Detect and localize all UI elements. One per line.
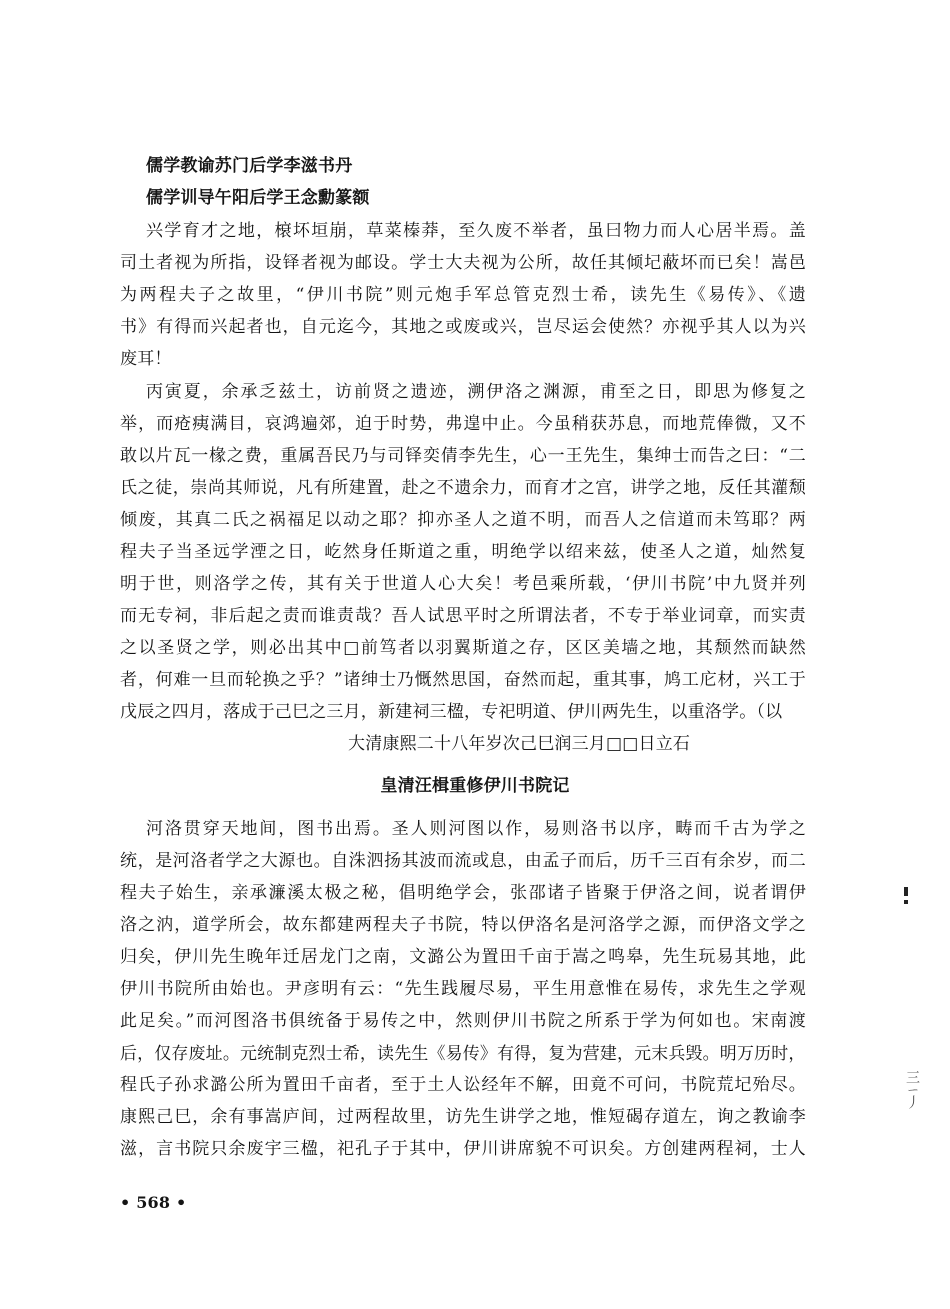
text-line: 丙寅夏，余承乏兹土，访前贤之遗迹，溯伊洛之渊源，甫至之日，即思为修复之	[146, 382, 808, 402]
text-line: 后，仅存废址。元统制克烈士希，读先生《易传》有得，复为营建，元末兵毁。明万历时，	[120, 1043, 806, 1063]
text-line: 倾废，其真二氏之祸福足以动之耶？抑亦圣人之道不明，而吾人之信道而未笃耶？两	[120, 510, 808, 530]
text-line: 归矣，伊川先生晚年迁居龙门之南，文潞公为置田千亩于嵩之鸣皋，先生玩易其地，此	[120, 947, 807, 967]
text-line: 程夫子当圣远学湮之日，屹然身任斯道之重，明绝学以绍来兹，使圣人之道，灿然复	[120, 542, 808, 562]
text-line: 滋，言书院只余废宇三楹，祀孔子于其中，伊川讲席貌不可识矣。方创建两程祠，士人	[120, 1139, 807, 1159]
text-line: 程氏子孙求潞公所为置田千亩者，至于土人讼经年不解，田竟不可问，书院荒圮殆尽。	[120, 1075, 807, 1095]
credit-line-2: 儒学训导午阳后学王念勳篆额	[146, 188, 370, 208]
text-line: 伊川书院所由始也。尹彦明有云：“先生践履尽易，平生用意惟在易传，求先生之学观	[120, 979, 808, 999]
scan-mark	[904, 900, 908, 904]
section-title: 皇清汪楫重修伊川书院记	[380, 776, 570, 796]
credit-line-1: 儒学教谕苏门后学李滋书丹	[146, 156, 353, 176]
text-line: 此足矣。”而河图洛书俱统备于易传之中，然则伊川书院之所系于学为何如也。宋南渡	[120, 1011, 808, 1031]
text-line: 举，而疮痍满目，哀鸿遍郊，迫于时势，弗遑中止。今虽稍获苏息，而地荒俸微，又不	[120, 414, 807, 434]
scan-edge-text: 三ㄧ丿	[904, 1070, 920, 1110]
text-line: 者，何难一旦而轮换之乎？”诸绅士乃慨然思国，奋然而起，重其事，鸠工庀材，兴工于	[120, 670, 807, 690]
text-line: 洛之汭，道学所会，故东都建两程夫子书院，特以伊洛名是河洛学之源，而伊洛文学之	[120, 915, 807, 935]
text-line: 而无专祠，非后起之责而谁责哉？吾人试思平时之所谓法者，不专于举业词章，而实责	[120, 606, 807, 626]
text-line: 废耳！	[120, 349, 172, 369]
text-line: 程夫子始生，亲承濂溪太极之秘，倡明绝学会，张邵诸子皆聚于伊洛之间，说者谓伊	[120, 883, 808, 903]
text-line: 兴学育才之地，榱坏垣崩，草菜榛莽，至久废不举者，虽曰物力而人心居半焉。盖	[146, 221, 808, 241]
scan-mark	[904, 887, 908, 896]
text-line: 氏之徒，崇尚其师说，凡有所建置，赴之不遗余力，而育才之宫，讲学之地，反任其灌颓	[120, 478, 807, 498]
text-line: 为两程夫子之故里，“伊川书院”则元炮手军总管克烈士希，读先生《易传》、《遗	[120, 285, 809, 305]
date-line: 大清康熙二十八年岁次己巳润三月□□日立石	[348, 734, 691, 754]
text-line: 统，是河洛者学之大源也。自洙泗扬其波而流或息，由孟子而后，历千三百有余岁，而二	[120, 851, 807, 871]
text-line: 敢以片瓦一椽之费，重属吾民乃与司铎奕倩李先生，心一王先生，集绅士而告之曰：“二	[120, 446, 807, 466]
text-line: 明于世，则洛学之传，其有关于世道人心大矣！考邑乘所载，‘伊川书院’中九贤并列	[120, 574, 808, 594]
text-line: 戊辰之四月，落成于己巳之三月，新建祠三楹，专祀明道、伊川两先生，以重洛学。（以	[120, 702, 783, 722]
text-line: 河洛贯穿天地间，图书出焉。圣人则河图以作，易则洛书以序，畴而千古为学之	[146, 819, 808, 839]
page-number: • 568 •	[120, 1193, 187, 1212]
text-line: 康熙己巳，余有事嵩庐间，过两程故里，访先生讲学之地，惟短碣存道左，询之教谕李	[120, 1107, 807, 1127]
text-line: 书》有得而兴起者也，自元迄今，其地之或废或兴，岂尽运会使然？亦视乎其人以为兴	[120, 317, 807, 337]
text-line: 之以圣贤之学，则必出其中□前笃者以羽翼斯道之存，区区美墙之地，其颓然而缺然	[120, 638, 808, 658]
text-line: 司土者视为所指，设铎者视为邮设。学士大夫视为公所，故任其倾圮蔽坏而已矣！嵩邑	[120, 253, 807, 273]
